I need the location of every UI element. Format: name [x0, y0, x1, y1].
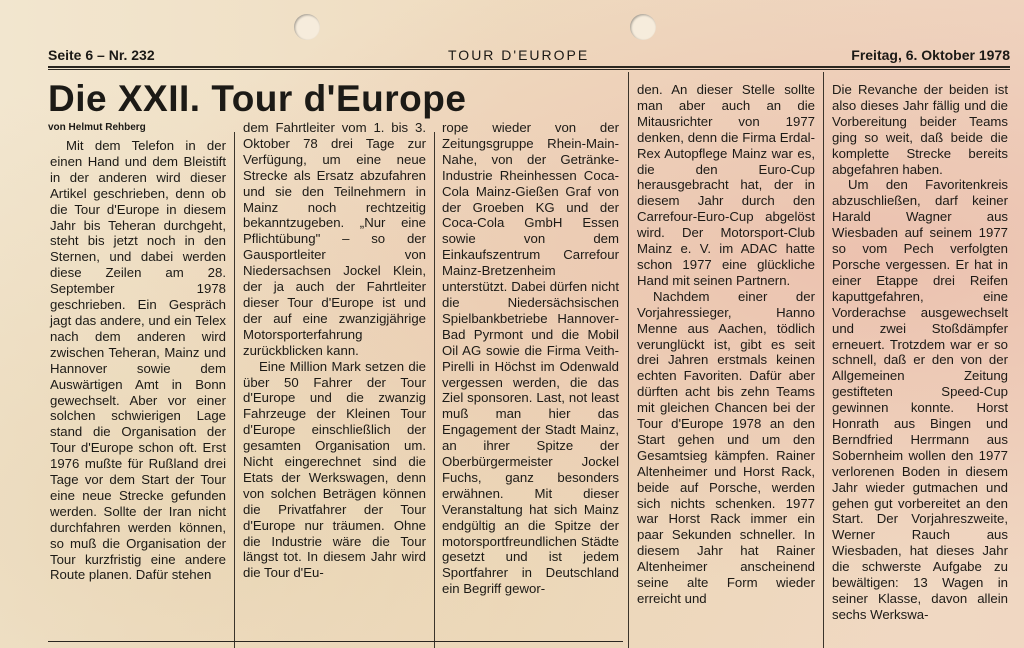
text-column-4 [637, 82, 815, 607]
punch-hole-icon [294, 14, 320, 40]
paragraph: Mit dem Telefon in der einen Hand und dem Bleistift in der anderen wird dieser Artikel geschrieben, denn ob die Tour d'Europe in diesem Jahr bis Teheran durchgeht, steht bis jetzt noch in den Sternen, und dabei werden diese Zeilen am 28. September 1978 geschrieben. Ein Gespräch jagt das andere, und ein Telex nach dem anderen wird zwischen Teheran, Mainz und Hannover sowie dem Auswärtigen Amt in Bonn gewechselt. Aber vor einer solchen schwierigen Lage stand die Organisation der Tour d'Europe schon oft. Erst 1976 mußte für Rußland drei Tage vor dem Start der Tour eine neue Strecke gefunden werden. Sollte der Iran nicht durchfahren werden können, so muß die Organisation der Tour kurzfristig eine andere Route planen. Dafür stehen [50, 138, 226, 583]
header-rule [48, 69, 1010, 70]
text-column-2 [243, 120, 426, 581]
paragraph: rope wieder von der Zeitungsgruppe Rhein-Main-Nahe, von der Getränke-Industrie Rheinhessen Coca-Cola Mainz-Gießen Graf von der Groeben KG und der Coca-Cola GmbH Essen sowie von dem Einkaufszentrum Carrefour Mainz-Bretzenheim unterstützt. Dabei dürfen nicht die Niedersächsischen Spielbankbetriebe Hannover-Bad Pyrmont und die Mobil Oil AG sowie die Firma Veith-Pirelli in Höchst im Odenwald vergessen werden, die das Ziel sponsoren. Last, not least muß man hier das Engagement der Stadt Mainz, an ihrer Spitze der Oberbürgermeister Jockel Fuchs, ganz besonders erwähnen. Mit dieser Veranstaltung hat sich Mainz endgültig an die Spitze der motorsportfreundlichen Städte gesetzt und ist jedem Sportfahrer in Deutschland ein Begriff gewor- [442, 120, 619, 597]
running-header [48, 44, 1010, 68]
text-column-5 [832, 82, 1008, 623]
article-headline: Die XXII. Tour d'Europe [48, 78, 467, 119]
text-column-1 [50, 138, 226, 583]
paragraph: Eine Million Mark setzen die über 50 Fahrer der Tour d'Europe und die zwanzig Fahrzeuge der Kleinen Tour d'Europe einschließlich der gesamten Organisation um. Nicht eingerechnet sind die Etats der Werkswagen, denn von solchen Beträgen können die Privatfahrer der Tour d'Europe nur träumen. Ohne die Industrie wäre die Tour längst tot. In diesem Jahr wird die Tour d'Eu- [243, 358, 426, 581]
text-column-3 [442, 120, 619, 597]
paragraph: Die Revanche der beiden ist also dieses Jahr fällig und die Vorbereitung beider Teams ging so weit, daß beide die komplette Strecke bereits abgefahren haben. [832, 82, 1008, 177]
paragraph: den. An dieser Stelle sollte man aber auch an die Mitausrichter von 1977 denken, denn die Firma Erdal-Rex Autopflege Mainz war es, die den Euro-Cup herausgebracht hat, der in diesem Jahr durch den Carrefour-Euro-Cup abgelöst wird. Der Motorsport-Club Mainz e. V. im ADAC hatte schon 1977 eine glückliche Hand mit seinen Partnern. [637, 82, 815, 288]
bottom-rule [48, 641, 623, 642]
paragraph: Um den Favoritenkreis abzuschließen, darf keiner Harald Wagner aus Wiesbaden auf seinem 1977 so vom Pech verfolgten Porsche vergessen. Er hat in einer Etappe drei Reifen kaputtgefahren, eine Vorderachse ausgewechselt und zwei Stoßdämpfer erneuert. Trotzdem war er so schnell, daß er den von der Allgemeinen Zeitung gestifteten Speed-Cup gewinnen konnte. Horst Honrath aus Bingen und Berndfried Herrmann aus Sobernheim wollen den 1977 verlorenen Boden in diesem Jahr wieder gutmachen und gehen gut vorbereitet an den Start. Der Vorjahreszweite, Werner Rauch aus Wiesbaden, hat dieses Jahr die schwerste Aufgabe zu bewältigen: 13 Wagen in seiner Klasse, davon allein sechs Werkswa- [832, 177, 1008, 622]
column-divider [234, 132, 235, 648]
column-divider [434, 132, 435, 648]
paragraph: Nachdem einer der Vorjahressieger, Hanno Menne aus Aachen, tödlich verunglückt ist, gibt es seit drei Jahren erstmals keinen echten Favoriten. Dafür aber dürften acht bis zehn Teams mit gleichen Chancen bei der Tour d'Europe 1978 an den Start gehen und um den Gesamtsieg kämpfen. Rainer Altenheimer und Horst Rack, beide auf Porsche, werden sich nichts schenken. 1977 war Horst Rack immer ein paar Sekunden schneller. In diesem Jahr hat Rainer Altenheimer anscheinend seine alte Form wieder erreicht und [637, 288, 815, 606]
punch-hole-icon [630, 14, 656, 40]
article-byline: von Helmut Rehberg [48, 122, 146, 133]
column-divider [628, 72, 629, 648]
issue-date: Freitag, 6. Oktober 1978 [851, 47, 1010, 63]
paragraph: dem Fahrtleiter vom 1. bis 3. Oktober 78 drei Tage zur Verfügung, um eine neue Strecke als Ersatz abzufahren und sie den Teilnehmern in Mainz noch rechtzeitig bekanntzugeben. „Nur eine Pflichtübung" – so der Gausportleiter von Niedersachsen Jockel Klein, der ja auch der Fahrtleiter dieser Tour d'Europe ist und der auf eine zwanzigjährige Motorsporterfahrung zurückblicken kann. [243, 120, 426, 358]
page-number: Seite 6 – Nr. 232 [48, 47, 155, 63]
section-title: TOUR D'EUROPE [448, 47, 590, 63]
column-divider [823, 72, 824, 648]
